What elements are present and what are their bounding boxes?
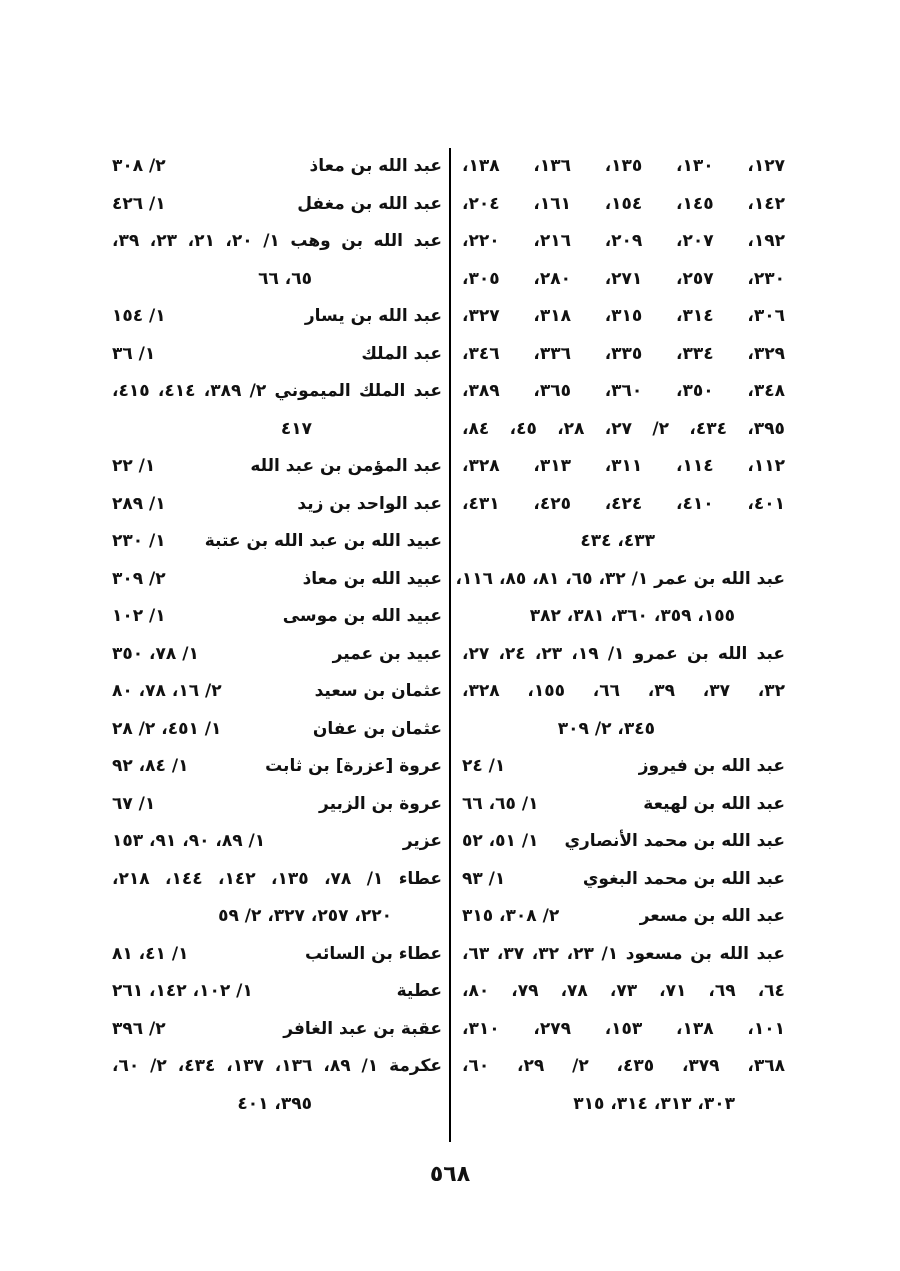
entry-page-refs: ١/ ١٥٤ [112,306,166,326]
index-line: ٣٩٥، ٤٣٤، ٢/ ٢٧، ٢٨، ٤٥، ٨٤، [462,418,785,439]
index-entry [112,298,442,336]
entry-name: عبد المؤمن بن عبد الله [250,456,442,476]
index-entry [112,823,442,861]
index-line: ٣٠٦، ٣١٤، ٣١٥، ٣١٨، ٣٢٧، [462,306,785,326]
index-entry [462,898,785,936]
entry-page-refs: ١/ ١٠٢، ١٤٢، ٢٦١ [112,981,253,1001]
index-entry [112,673,442,711]
column-divider [449,148,451,1142]
index-line: ٤٠١، ٤١٠، ٤٢٤، ٤٢٥، ٤٣١، [462,493,785,514]
index-line: عبد الله بن عمرو ١/ ١٩، ٢٣، ٢٤، ٢٧، [462,643,785,664]
index-entry [462,861,785,899]
index-entry [112,186,442,224]
index-entry [112,636,442,674]
entry-name: عبد الله بن محمد البغوي [582,868,785,889]
index-continuation-line: ٣٩٥، ٤٠١ [237,1093,312,1114]
index-line: عبد الله بن عمر ١/ ٣٢، ٦٥، ٨١، ٨٥، ١١٦، [455,568,785,589]
index-entry [462,823,785,861]
entry-page-refs: ١/ ٥١، ٥٢ [462,831,539,851]
entry-name: عثمان بن سعيد [314,681,442,701]
page-number: ٥٦٨ [429,1162,471,1187]
entry-page-refs: ١/ ٤٥١، ٢/ ٢٨ [112,718,222,739]
entry-page-refs: ١/ ٦٧ [112,793,156,814]
index-entry [112,148,442,186]
right-index-column [455,148,785,1123]
index-continuation-line: ١٥٥، ٣٥٩، ٣٦٠، ٣٨١، ٣٨٢ [529,606,735,626]
entry-name: عبد الله بن فيروز [638,756,785,776]
index-line: عبد الله بن وهب ١/ ٢٠، ٢١، ٢٣، ٣٩، [112,231,442,251]
entry-page-refs: ١/ ٤٢٦ [112,193,166,214]
entry-name: عروة بن الزبير [319,793,442,814]
entry-page-refs: ١/ ٦٥، ٦٦ [462,793,539,814]
index-line: ١٤٢، ١٤٥، ١٥٤، ١٦١، ٢٠٤، [462,193,785,214]
entry-name: عزير [402,831,442,851]
entry-name: عبيد بن عمير [332,643,442,664]
index-continuation-line: ٤١٧ [280,418,312,439]
entry-page-refs: ١/ ٧٨، ٣٥٠ [112,643,199,664]
index-entry [112,336,442,374]
index-entry [112,748,442,786]
entry-name: عقبة بن عبد الغافر [283,1018,442,1039]
index-line: عطاء ١/ ٧٨، ١٣٥، ١٤٢، ١٤٤، ٢١٨، [112,868,442,889]
index-line: عكرمة ١/ ٨٩، ١٣٦، ١٣٧، ٤٣٤، ٢/ ٦٠، [112,1056,442,1076]
index-line: عبد الله بن مسعود ١/ ٢٣، ٣٢، ٣٧، ٦٣، [462,943,785,964]
entry-page-refs: ١/ ٣٦ [112,343,156,364]
index-entry [112,973,442,1011]
entry-page-refs: ١/ ٢٢ [112,456,156,476]
entry-page-refs: ٢/ ٣٠٩ [112,568,166,589]
index-line: ٣٢، ٣٧، ٣٩، ٦٦، ١٥٥، ٣٢٨، [462,681,785,701]
index-entry [112,448,442,486]
index-line: ٣٦٨، ٣٧٩، ٤٣٥، ٢/ ٢٩، ٦٠، [462,1056,785,1076]
entry-page-refs: ١/ ٢٨٩ [112,493,166,514]
entry-name: عبد الملك [361,343,442,364]
index-line: ٣٤٨، ٣٥٠، ٣٦٠، ٣٦٥، ٣٨٩، [462,381,785,401]
entry-page-refs: ٢/ ٣٠٨، ٣١٥ [462,906,560,926]
entry-name: عبد الواحد بن زيد [297,493,442,514]
entry-page-refs: ٢/ ٣٠٨ [112,156,166,176]
entry-page-refs: ١/ ٩٣ [462,868,506,889]
entry-name: عطية [396,981,442,1001]
index-line: ١٠١، ١٣٨، ١٥٣، ٢٧٩، ٣١٠، [462,1018,785,1039]
index-continuation-line: ٢٢٠، ٢٥٧، ٣٢٧، ٢/ ٥٩ [218,906,392,926]
entry-page-refs: ١/ ٨٤، ٩٢ [112,756,189,776]
index-line: ٦٤، ٦٩، ٧١، ٧٣، ٧٨، ٧٩، ٨٠، [462,981,785,1001]
entry-page-refs: ٢/ ٣٩٦ [112,1018,166,1039]
index-line: ٢٣٠، ٢٥٧، ٢٧١، ٢٨٠، ٣٠٥، [462,268,785,289]
entry-page-refs: ٢/ ١٦، ٧٨، ٨٠ [112,681,222,701]
entry-page-refs: ١/ ٤١، ٨١ [112,943,189,964]
entry-name: عبد الله بن مسعر [639,906,785,926]
index-entry [462,748,785,786]
index-continuation-line: ٦٥، ٦٦ [258,268,312,289]
entry-page-refs: ١/ ١٠٢ [112,606,166,626]
index-entry [112,1011,442,1049]
entry-name: عبيد الله بن موسى [282,606,442,626]
entry-name: عبد الله بن معاذ [309,156,442,176]
index-entry [462,786,785,824]
index-entry [112,786,442,824]
entry-name: عثمان بن عفان [312,718,442,739]
entry-page-refs: ١/ ٢٤ [462,756,506,776]
index-line: ١٩٢، ٢٠٧، ٢٠٩، ٢١٦، ٢٢٠، [462,231,785,251]
index-entry [112,523,442,561]
left-index-column [112,148,442,1123]
index-line: ٣٢٩، ٣٣٤، ٣٣٥، ٣٣٦، ٣٤٦، [462,343,785,364]
index-entry [112,711,442,749]
entry-name: عبيد الله بن معاذ [302,568,442,589]
index-continuation-line: ٣٠٣، ٣١٣، ٣١٤، ٣١٥ [573,1093,735,1114]
entry-name: عبد الله بن محمد الأنصاري [564,831,785,851]
entry-page-refs: ١/ ٨٩، ٩٠، ٩١، ١٥٣ [112,831,266,851]
index-continuation-line: ٤٣٣، ٤٣٤ [580,531,655,551]
index-line: ١١٢، ١١٤، ٣١١، ٣١٣، ٣٢٨، [462,456,785,476]
entry-name: عبد الله بن لهيعة [643,793,785,814]
entry-page-refs: ١/ ٢٣٠ [112,531,166,551]
entry-name: عبيد الله بن عبد الله بن عتبة [204,531,442,551]
index-entry [112,598,442,636]
index-entry [112,936,442,974]
entry-name: عبد الله بن مغفل [297,193,442,214]
index-entry [112,561,442,599]
entry-name: عطاء بن السائب [304,943,442,964]
index-entry [112,486,442,524]
index-line: ١٢٧، ١٣٠، ١٣٥، ١٣٦، ١٣٨، [462,156,785,176]
index-line: عبد الملك الميموني ٢/ ٣٨٩، ٤١٤، ٤١٥، [112,381,442,401]
index-continuation-line: ٣٤٥، ٢/ ٣٠٩ [557,718,655,739]
entry-name: عروة [عزرة] بن ثابت [265,756,442,776]
entry-name: عبد الله بن يسار [304,306,442,326]
